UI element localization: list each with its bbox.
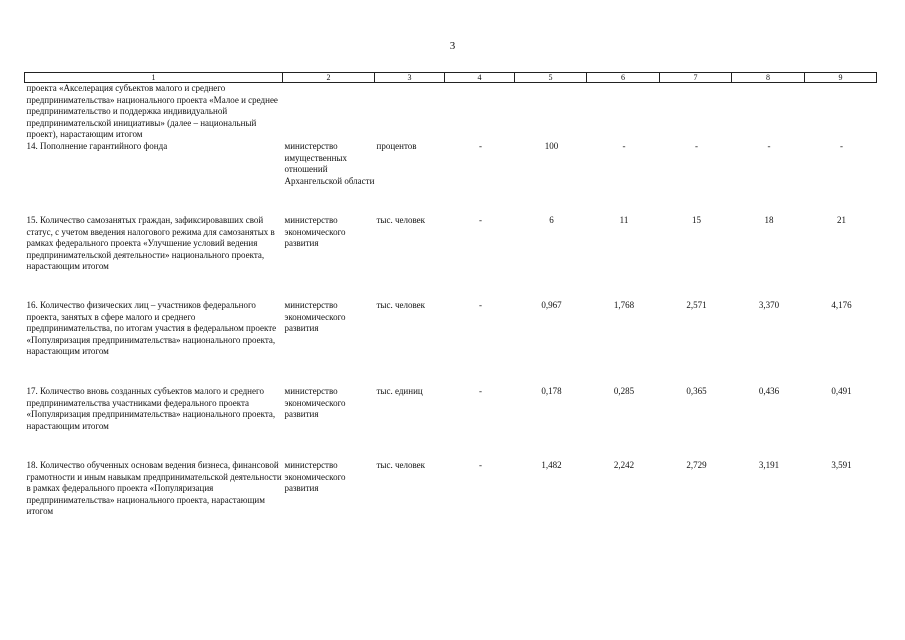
- column-header: 3: [375, 73, 445, 83]
- column-header: 2: [283, 73, 375, 83]
- indicator-cell: 16. Количество физических лиц – участников федерального проекта, занятых в сфере малого и среднего предпринимательства, по итогам участия в федеральном проекте «Популяризация предпринимательства» национального проекта, нарастающим итогом: [26, 299, 277, 357]
- column-header: 9: [805, 73, 877, 83]
- value-cell: 15: [692, 214, 701, 225]
- base-cell: -: [479, 140, 482, 151]
- executor-cell: министерство экономического развития: [284, 214, 346, 249]
- value-cell: 3,591: [831, 459, 852, 470]
- base-cell: -: [479, 214, 482, 225]
- base-cell: -: [479, 385, 482, 396]
- value-cell: 11: [619, 214, 629, 225]
- value-cell: 2,729: [686, 459, 707, 470]
- executor-cell: министерство имущественных отношений Архангельской области: [284, 140, 375, 186]
- column-header: 5: [515, 73, 587, 83]
- column-header: 7: [660, 73, 732, 83]
- indicator-cell: 18. Количество обученных основам ведения бизнеса, финансовой грамотности и иным навыкам предпринимательской деятельности в рамках федерального проекта «Популяризация предпринимательства» национального проекта, нарастающим итогом: [26, 459, 282, 517]
- value-cell: 6: [549, 214, 554, 225]
- executor-cell: министерство экономического развития: [284, 459, 346, 494]
- table-row: [25, 460, 877, 540]
- value-cell: -: [695, 140, 698, 151]
- value-cell: 1,768: [613, 299, 635, 310]
- column-header: 6: [587, 73, 660, 83]
- value-cell: 0,285: [613, 385, 635, 396]
- value-cell: 3,191: [758, 459, 780, 470]
- value-cell: 100: [544, 140, 559, 151]
- value-cell: 0,491: [831, 385, 852, 396]
- executor-cell: министерство экономического развития: [284, 299, 346, 334]
- value-cell: -: [840, 140, 843, 151]
- base-cell: -: [479, 299, 482, 310]
- table-row: [25, 386, 877, 460]
- unit-cell: тыс. человек: [376, 459, 426, 470]
- column-header: 4: [445, 73, 515, 83]
- value-cell: 21: [837, 214, 846, 225]
- column-header: 1: [25, 73, 283, 83]
- value-cell: 18: [764, 214, 774, 225]
- table-row: [25, 215, 877, 300]
- indicators-table: [24, 72, 877, 540]
- table-row: [25, 300, 877, 386]
- table-row-continuation: [25, 83, 877, 141]
- value-cell: -: [622, 140, 626, 151]
- page-number: 3: [449, 40, 456, 52]
- indicator-cell: 14. Пополнение гарантийного фонда: [26, 140, 168, 151]
- base-cell: -: [479, 459, 482, 470]
- column-header: 8: [732, 73, 805, 83]
- value-cell: 0,967: [541, 299, 562, 310]
- value-cell: 1,482: [541, 459, 562, 470]
- unit-cell: процентов: [376, 140, 417, 151]
- value-cell: -: [767, 140, 771, 151]
- value-cell: 0,178: [541, 385, 562, 396]
- value-cell: 2,242: [613, 459, 635, 470]
- value-cell: 4,176: [831, 299, 852, 310]
- value-cell: 0,436: [758, 385, 780, 396]
- unit-cell: тыс. человек: [376, 214, 426, 225]
- value-cell: 2,571: [686, 299, 707, 310]
- indicator-cell: 15. Количество самозанятых граждан, зафиксировавших свой статус, с учетом введения налогового режима для самозанятых в рамках федерального проекта «Улучшение условий ведения предпринимательской деятельности» национального проекта, нарастающим итогом: [26, 214, 275, 272]
- value-cell: 3,370: [758, 299, 780, 310]
- table-header-row: [25, 73, 877, 83]
- unit-cell: тыс. единиц: [376, 385, 423, 396]
- value-cell: 0,365: [686, 385, 707, 396]
- unit-cell: тыс. человек: [376, 299, 426, 310]
- indicator-cell: 17. Количество вновь созданных субъектов малого и среднего предпринимательства участниками федерального проекта «Популяризация предпринимательства» национального проекта, нарастающим итогом: [26, 385, 276, 431]
- indicator-continuation: проекта «Акселерация субъектов малого и среднего предпринимательства» национального проекта «Малое и среднее предпринимательство и поддержка индивидуальной предпринимательской инициативы» (далее – национальный проект), нарастающим итогом: [26, 83, 278, 140]
- executor-cell: министерство экономического развития: [284, 385, 346, 420]
- table-row: [25, 141, 877, 215]
